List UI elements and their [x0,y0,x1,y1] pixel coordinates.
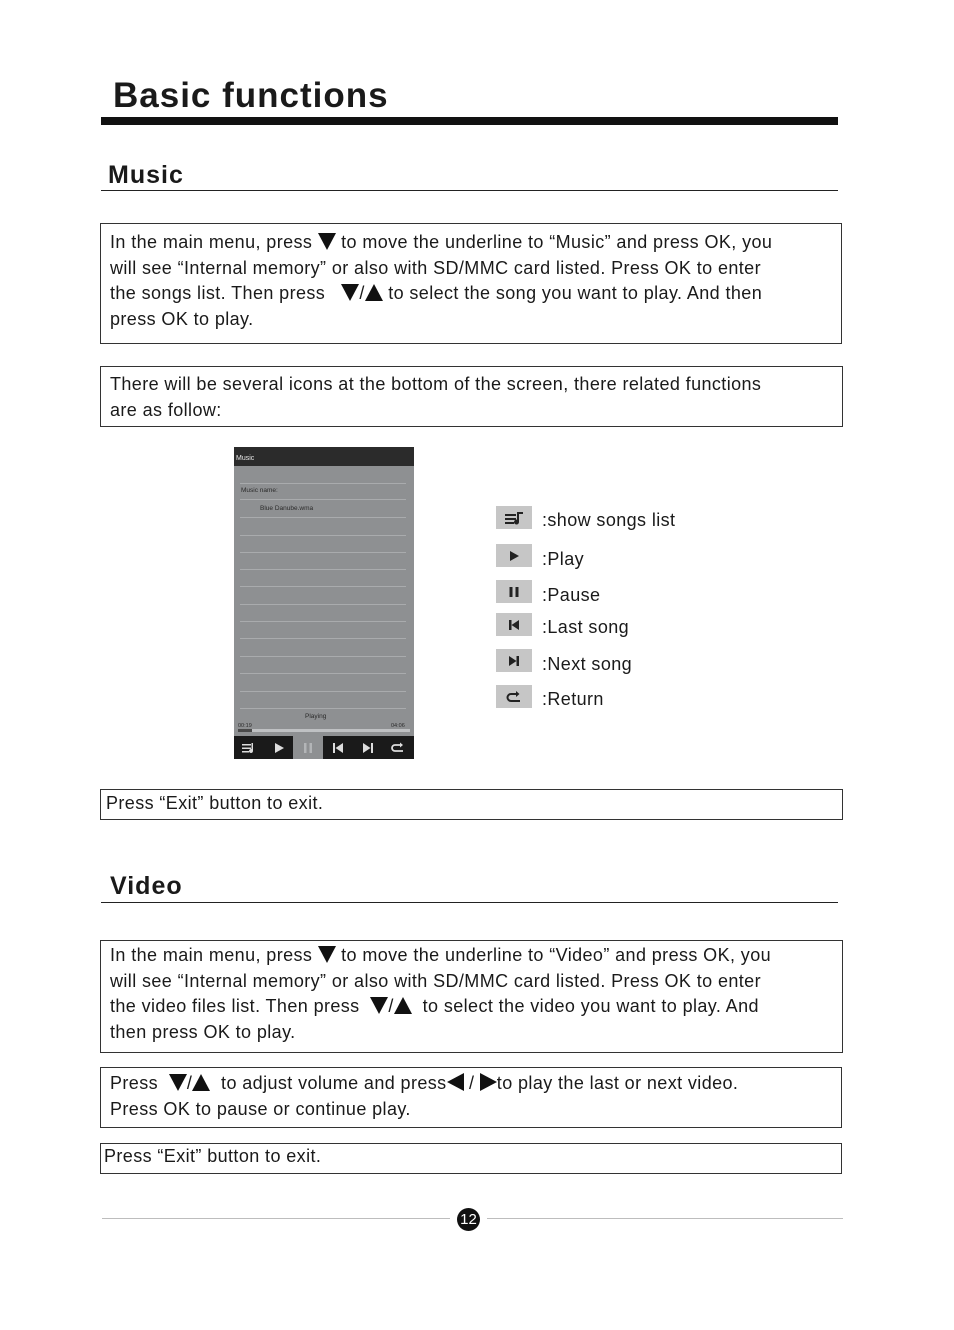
list-divider [240,656,406,657]
music-intro-box [100,223,842,344]
list-divider [240,569,406,570]
playlist-icon [241,741,257,755]
legend-previous-icon [496,613,532,636]
list-divider [240,535,406,536]
return-icon [391,742,405,754]
legend-play-icon [496,544,532,567]
up-arrow-icon [365,284,383,301]
legend-label-show-songs-list: :show songs list [542,510,676,530]
legend-label-play: :Play [542,549,585,569]
legend-return-icon [496,685,532,708]
device-time-elapsed: 00:19 [238,723,252,729]
video-intro-box [100,940,843,1053]
music-intro-line-1: In the main menu, press to move the underline to “Music” and press OK, you [110,232,773,252]
video-controls-box [100,1067,842,1128]
device-header: Music [234,447,414,466]
device-list-label: Music name: [241,487,278,494]
device-previous-button[interactable] [323,736,353,759]
pause-icon [507,585,521,599]
play-icon [507,549,521,563]
list-divider [240,691,406,692]
device-pause-button[interactable] [293,736,323,759]
device-track-name: Blue Danube.wma [260,505,314,512]
video-intro-line-1: In the main menu, press to move the underline to “Video” and press OK, you [110,945,772,965]
playlist-icon [503,510,525,526]
previous-icon [332,742,344,754]
device-status: Playing [305,713,327,720]
list-divider [240,621,406,622]
video-controls-line-1: Press / to adjust volume and press / to play the last or next video. [110,1073,739,1093]
page-number: 12 [457,1208,480,1231]
list-divider [240,483,406,484]
up-arrow-icon [394,997,412,1014]
video-heading: Video [110,872,183,900]
footer-rule-right [487,1218,843,1219]
left-arrow-icon [447,1073,464,1091]
icons-note-line-2: are as follow: [110,399,222,420]
legend-label-pause: :Pause [542,585,601,605]
device-control-bar [234,736,414,759]
previous-icon [507,618,521,632]
pause-icon [303,742,313,754]
down-arrow-icon [318,233,336,250]
video-controls-line-2: Press OK to pause or continue play. [110,1098,411,1119]
music-intro-line-4: press OK to play. [110,308,254,329]
device-return-button[interactable] [383,736,413,759]
footer-rule-left [102,1218,450,1219]
legend-label-last-song: :Last song [542,617,630,637]
video-exit-box [100,1143,842,1174]
music-heading: Music [108,161,184,189]
music-icons-note-box [100,366,843,427]
video-intro-line-2: will see “Internal memory” or also with SD/MMC card listed. Press OK to enter [110,970,761,991]
legend-label-return: :Return [542,689,604,709]
device-progress-track [238,729,410,732]
legend-label-next-song: :Next song [542,654,633,674]
down-arrow-icon [169,1074,187,1091]
page-title: Basic functions [113,76,389,115]
music-heading-rule [101,190,838,191]
right-arrow-icon [480,1073,497,1091]
legend-pause-icon [496,580,532,603]
list-divider [240,708,406,709]
music-player-screenshot [234,447,414,759]
video-intro-line-4: then press OK to play. [110,1021,296,1042]
device-progress-fill [238,729,252,732]
list-divider [240,552,406,553]
next-icon [362,742,374,754]
icons-note-line-1: There will be several icons at the bottom of the screen, there related functions [110,374,762,394]
list-divider [240,586,406,587]
title-rule [101,117,838,125]
legend-playlist-icon [496,506,532,529]
up-arrow-icon [192,1074,210,1091]
down-arrow-icon [318,946,336,963]
device-playlist-button[interactable] [234,736,264,759]
legend-next-icon [496,649,532,672]
video-heading-rule [101,902,838,903]
video-exit-text: Press “Exit” button to exit. [104,1146,322,1166]
list-divider [240,604,406,605]
music-exit-text: Press “Exit” button to exit. [106,793,324,813]
list-divider [240,638,406,639]
next-icon [507,654,521,668]
music-exit-box [100,789,843,820]
video-intro-line-3: the video files list. Then press / to select the video you want to play. And [110,996,759,1016]
list-divider [240,499,406,500]
down-arrow-icon [370,997,388,1014]
device-next-button[interactable] [353,736,383,759]
music-intro-line-2: will see “Internal memory” or also with SD/MMC card listed. Press OK to enter [110,257,761,278]
return-icon [505,690,523,704]
down-arrow-icon [341,284,359,301]
music-intro-line-3: the songs list. Then press / to select the song you want to play. And then [110,283,763,303]
list-divider [240,673,406,674]
device-time-total: 04:06 [391,723,405,729]
play-icon [273,742,285,754]
device-play-button[interactable] [264,736,294,759]
list-divider [240,517,406,518]
